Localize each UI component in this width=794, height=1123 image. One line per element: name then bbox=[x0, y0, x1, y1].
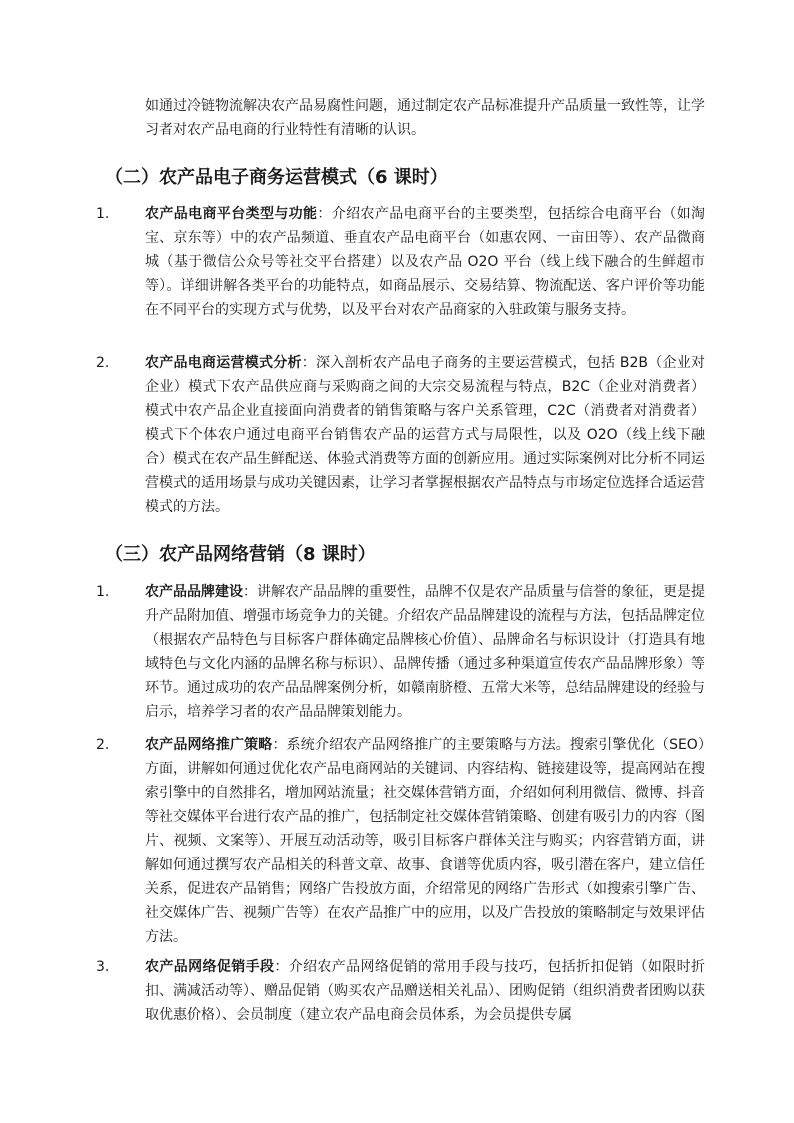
list-item-number: 1. bbox=[96, 584, 110, 600]
list-item-body bbox=[145, 733, 705, 949]
list-item-text: ：介绍农产品网络促销的常用手段与技巧，包括折扣促销（如限时折扣、满减活动等）、赠品促销（购买农产品赠送相关礼品）、团购促销（组织消费者团购以获取优惠价格）、会员制度（建立农产品电商会员体系，为会员提供专属 bbox=[145, 959, 706, 1023]
intro-paragraph: 如通过冷链物流解决农产品易腐性问题，通过制定农产品标准提升产品质量一致性等，让学习者对农产品电商的行业特性有清晰的认识。 bbox=[145, 98, 705, 138]
list-item-body bbox=[145, 955, 705, 1027]
list-item-heading: 农产品网络促销手段 bbox=[145, 959, 275, 975]
list-item-number: 1. bbox=[96, 206, 110, 222]
list-item-number: 2. bbox=[96, 355, 110, 371]
list-item-heading: 农产品电商平台类型与功能 bbox=[145, 206, 318, 222]
list-item-text: ：介绍农产品电商平台的主要类型，包括综合电商平台（如淘宝、京东等）中的农产品频道、垂直农产品电商平台（如惠农网、一亩田等）、农产品微商城（基于微信公众号等社交平台搭建）以及农产品 O2O 平台（线上线下融合的生鲜超市等）。详细讲解各类平台的功能特点，如商品展示、交易结算、物流配送、客户评价等功能在不同平台的实现方式与优势，以及平台对农产品商家的入驻政策与服务支持。 bbox=[145, 206, 705, 318]
list-item-text: ：系统介绍农产品网络推广的主要策略与方法。搜索引擎优化（SEO）方面，讲解如何通过优化农产品电商网站的关键词、内容结构、链接建设等，提高网站在搜索引擎中的自然排名，增加网站流量；社交媒体营销方面，介绍如何利用微信、微博、抖音等社交媒体平台进行农产品的推广，包括制定社交媒体营销策略、创建有吸引力的内容（图片、视频、文案等）、开展互动活动等，吸引目标客户群体关注与购买；内容营销方面，讲解如何通过撰写农产品相关的科普文章、故事、食谱等优质内容，吸引潜在客户，建立信任关系，促进农产品销售；网络广告投放方面，介绍常见的网络广告形式（如搜索引擎广告、社交媒体广告、视频广告等）在农产品推广中的应用，以及广告投放的策略制定与效果评估方法。 bbox=[145, 737, 705, 945]
list-item-body bbox=[145, 580, 705, 724]
list-item-text: ：深入剖析农产品电子商务的主要运营模式，包括 B2B（企业对企业）模式下农产品供应商与采购商之间的大宗交易流程与特点，B2C（企业对消费者）模式中农产品企业直接面向消费者的销售策略与客户关系管理，C2C（消费者对消费者）模式下个体农户通过电商平台销售农产品的运营方式与局限性，以及 O2O（线上线下融合）模式在农产品生鲜配送、体验式消费等方面的创新应用。通过实际案例对比分析不同运营模式的适用场景与成功关键因素，让学习者掌握根据农产品特点与市场定位选择合适运营模式的方法。 bbox=[145, 355, 705, 515]
list-item-number: 3. bbox=[96, 959, 110, 975]
list-item-text: ：讲解农产品品牌的重要性，品牌不仅是农产品质量与信誉的象征，更是提升产品附加值、增强市场竞争力的关键。介绍农产品品牌建设的流程与方法，包括品牌定位（根据农产品特色与目标客户群体确定品牌核心价值）、品牌命名与标识设计（打造具有地域特色与文化内涵的品牌名称与标识）、品牌传播（通过多种渠道宣传农产品品牌形象）等环节。通过成功的农产品品牌案例分析，如赣南脐橙、五常大米等，总结品牌建设的经验与启示，培养学习者的农产品品牌策划能力。 bbox=[145, 584, 705, 720]
list-item-heading: 农产品电商运营模式分析 bbox=[145, 355, 302, 371]
list-item-heading: 农产品网络推广策略 bbox=[145, 737, 273, 753]
section-title-operation-models: （二）农产品电子商务运营模式（6 课时） bbox=[105, 167, 448, 188]
list-item-body bbox=[145, 202, 705, 322]
list-item-body bbox=[145, 351, 705, 519]
list-item-heading: 农产品品牌建设 bbox=[145, 584, 243, 600]
list-item-number: 2. bbox=[96, 737, 110, 753]
section-title-network-marketing: （三）农产品网络营销（8 课时） bbox=[105, 544, 376, 565]
